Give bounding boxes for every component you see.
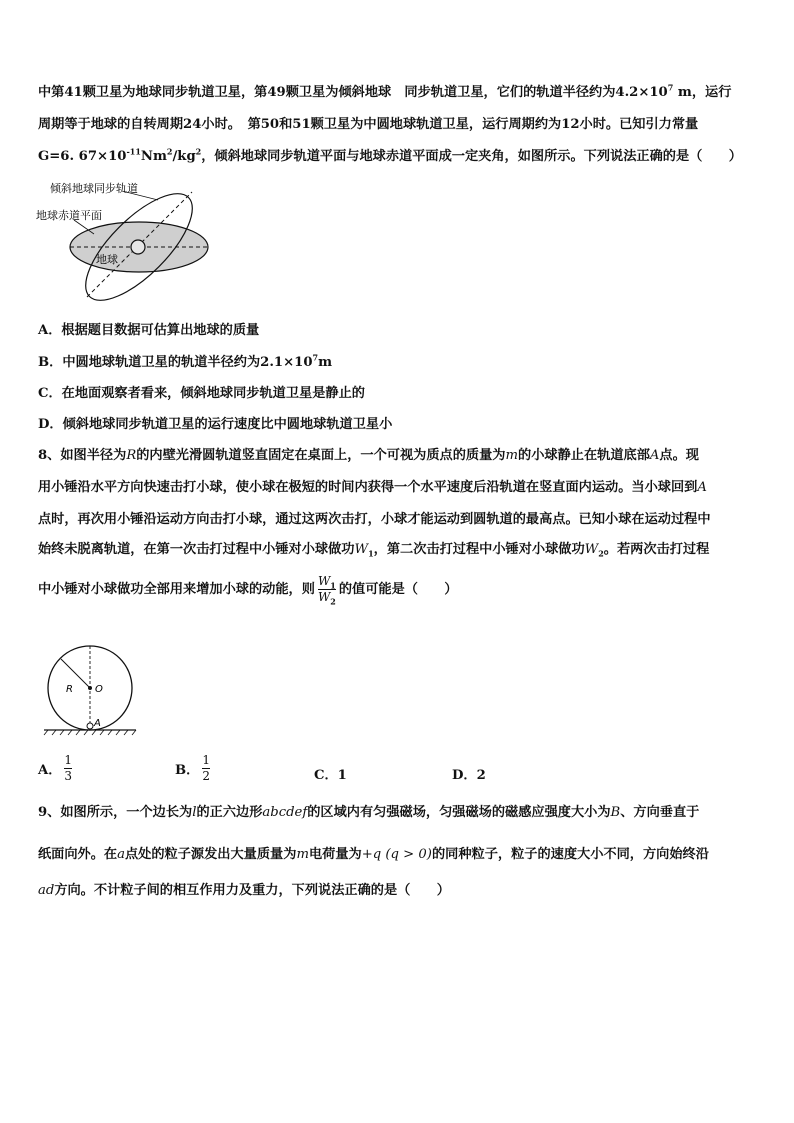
q8-text-line-1: 8、如图半径为R的内壁光滑圆轨道竖直固定在桌面上，一个可视为质点的质量为m的小球静止在轨道底部A点。现 (38, 448, 699, 463)
q7-option-d: D．倾斜地球同步轨道卫星的运行速度比中圆地球轨道卫星小 (38, 417, 393, 432)
q9-text-line-3: ad方向。不计粒子间的相互作用力及重力，下列说法正确的是（ ） (38, 883, 450, 898)
center-dot (88, 686, 92, 690)
q8-option-d: D．2 (452, 768, 486, 783)
q9-text-line-1: 9、如图所示，一个边长为l的正六边形abcdef的区域内有匀强磁场，匀强磁场的磁感应强度大小为B、方向垂直于 (38, 805, 700, 820)
q8-text-line-4: 始终未脱离轨道，在第一次击打过程中小锤对小球做功$W_1$，第二次击打过程中小锤对小球做功$W_2$。若两次击打过程 (38, 542, 710, 559)
label-O: O (95, 684, 103, 695)
q8-option-a: A． $\frac{1}{3}$ (38, 753, 73, 783)
q7-option-b: B．中圆地球轨道卫星的轨道半径约为$2.1\times 10^7m$ (38, 352, 333, 370)
q7-text-line-3: G=6. $67\times 10^{-11}Nm^2/kg^2$，倾斜地球同步轨道平面与地球赤道平面成一定夹角，如图所示。下列说法正确的是（ ） (38, 146, 742, 164)
q7-text-line-1: 中第41颗卫星为地球同步轨道卫星，第49颗卫星为倾斜地球 同步轨道卫星，它们的轨道半径约为$4.2\times 10^7$ m，运行 (38, 82, 732, 100)
q7-text-line-2: 周期等于地球的自转周期24小时。 第50和51颗卫星为中圆地球轨道卫星，运行周期约为12小时。已知引力常量 (38, 117, 699, 132)
q8-option-b: B． $\frac{1}{2}$ (175, 753, 210, 783)
q8-text-line-2: 用小锤沿水平方向快速击打小球，使小球在极短的时间内获得一个水平速度后沿轨道在竖直面内运动。当小球回到A (38, 480, 707, 495)
q9-text-line-2: 纸面向外。在a点处的粒子源发出大量质量为m电荷量为+q (q > 0)的同种粒子，粒子的速度大小不同，方向始终沿 (38, 847, 709, 862)
circle-track-figure (40, 638, 140, 738)
label-equator: 地球赤道平面 (36, 209, 102, 222)
q8-text-line-3: 点时，再次用小锤沿运动方向击打小球，通过这两次击打，小球才能运动到圆轨道的最高点。已知小球在运动过程中 (38, 512, 711, 527)
orbit-figure (30, 178, 220, 303)
ball (87, 723, 93, 729)
label-A: A (94, 718, 101, 729)
q7-option-c: C．在地面观察者看来，倾斜地球同步轨道卫星是静止的 (38, 386, 365, 401)
q8-text-line-5: 中小锤对小球做功全部用来增加小球的动能，则 $\frac{W_1}{W_2}$ 的值可能是（ ） (38, 574, 458, 607)
label-earth: 地球 (96, 253, 118, 266)
earth-circle (131, 240, 145, 254)
label-R: R (66, 684, 73, 695)
q7-option-a: A．根据题目数据可估算出地球的质量 (38, 323, 260, 338)
label-incline: 倾斜地球同步轨道 (50, 182, 138, 195)
table-hatching (44, 730, 136, 735)
q8-option-c: C．1 (314, 768, 347, 783)
w-ratio-fraction: $\frac{W_1}{W_2}$ (317, 574, 336, 607)
